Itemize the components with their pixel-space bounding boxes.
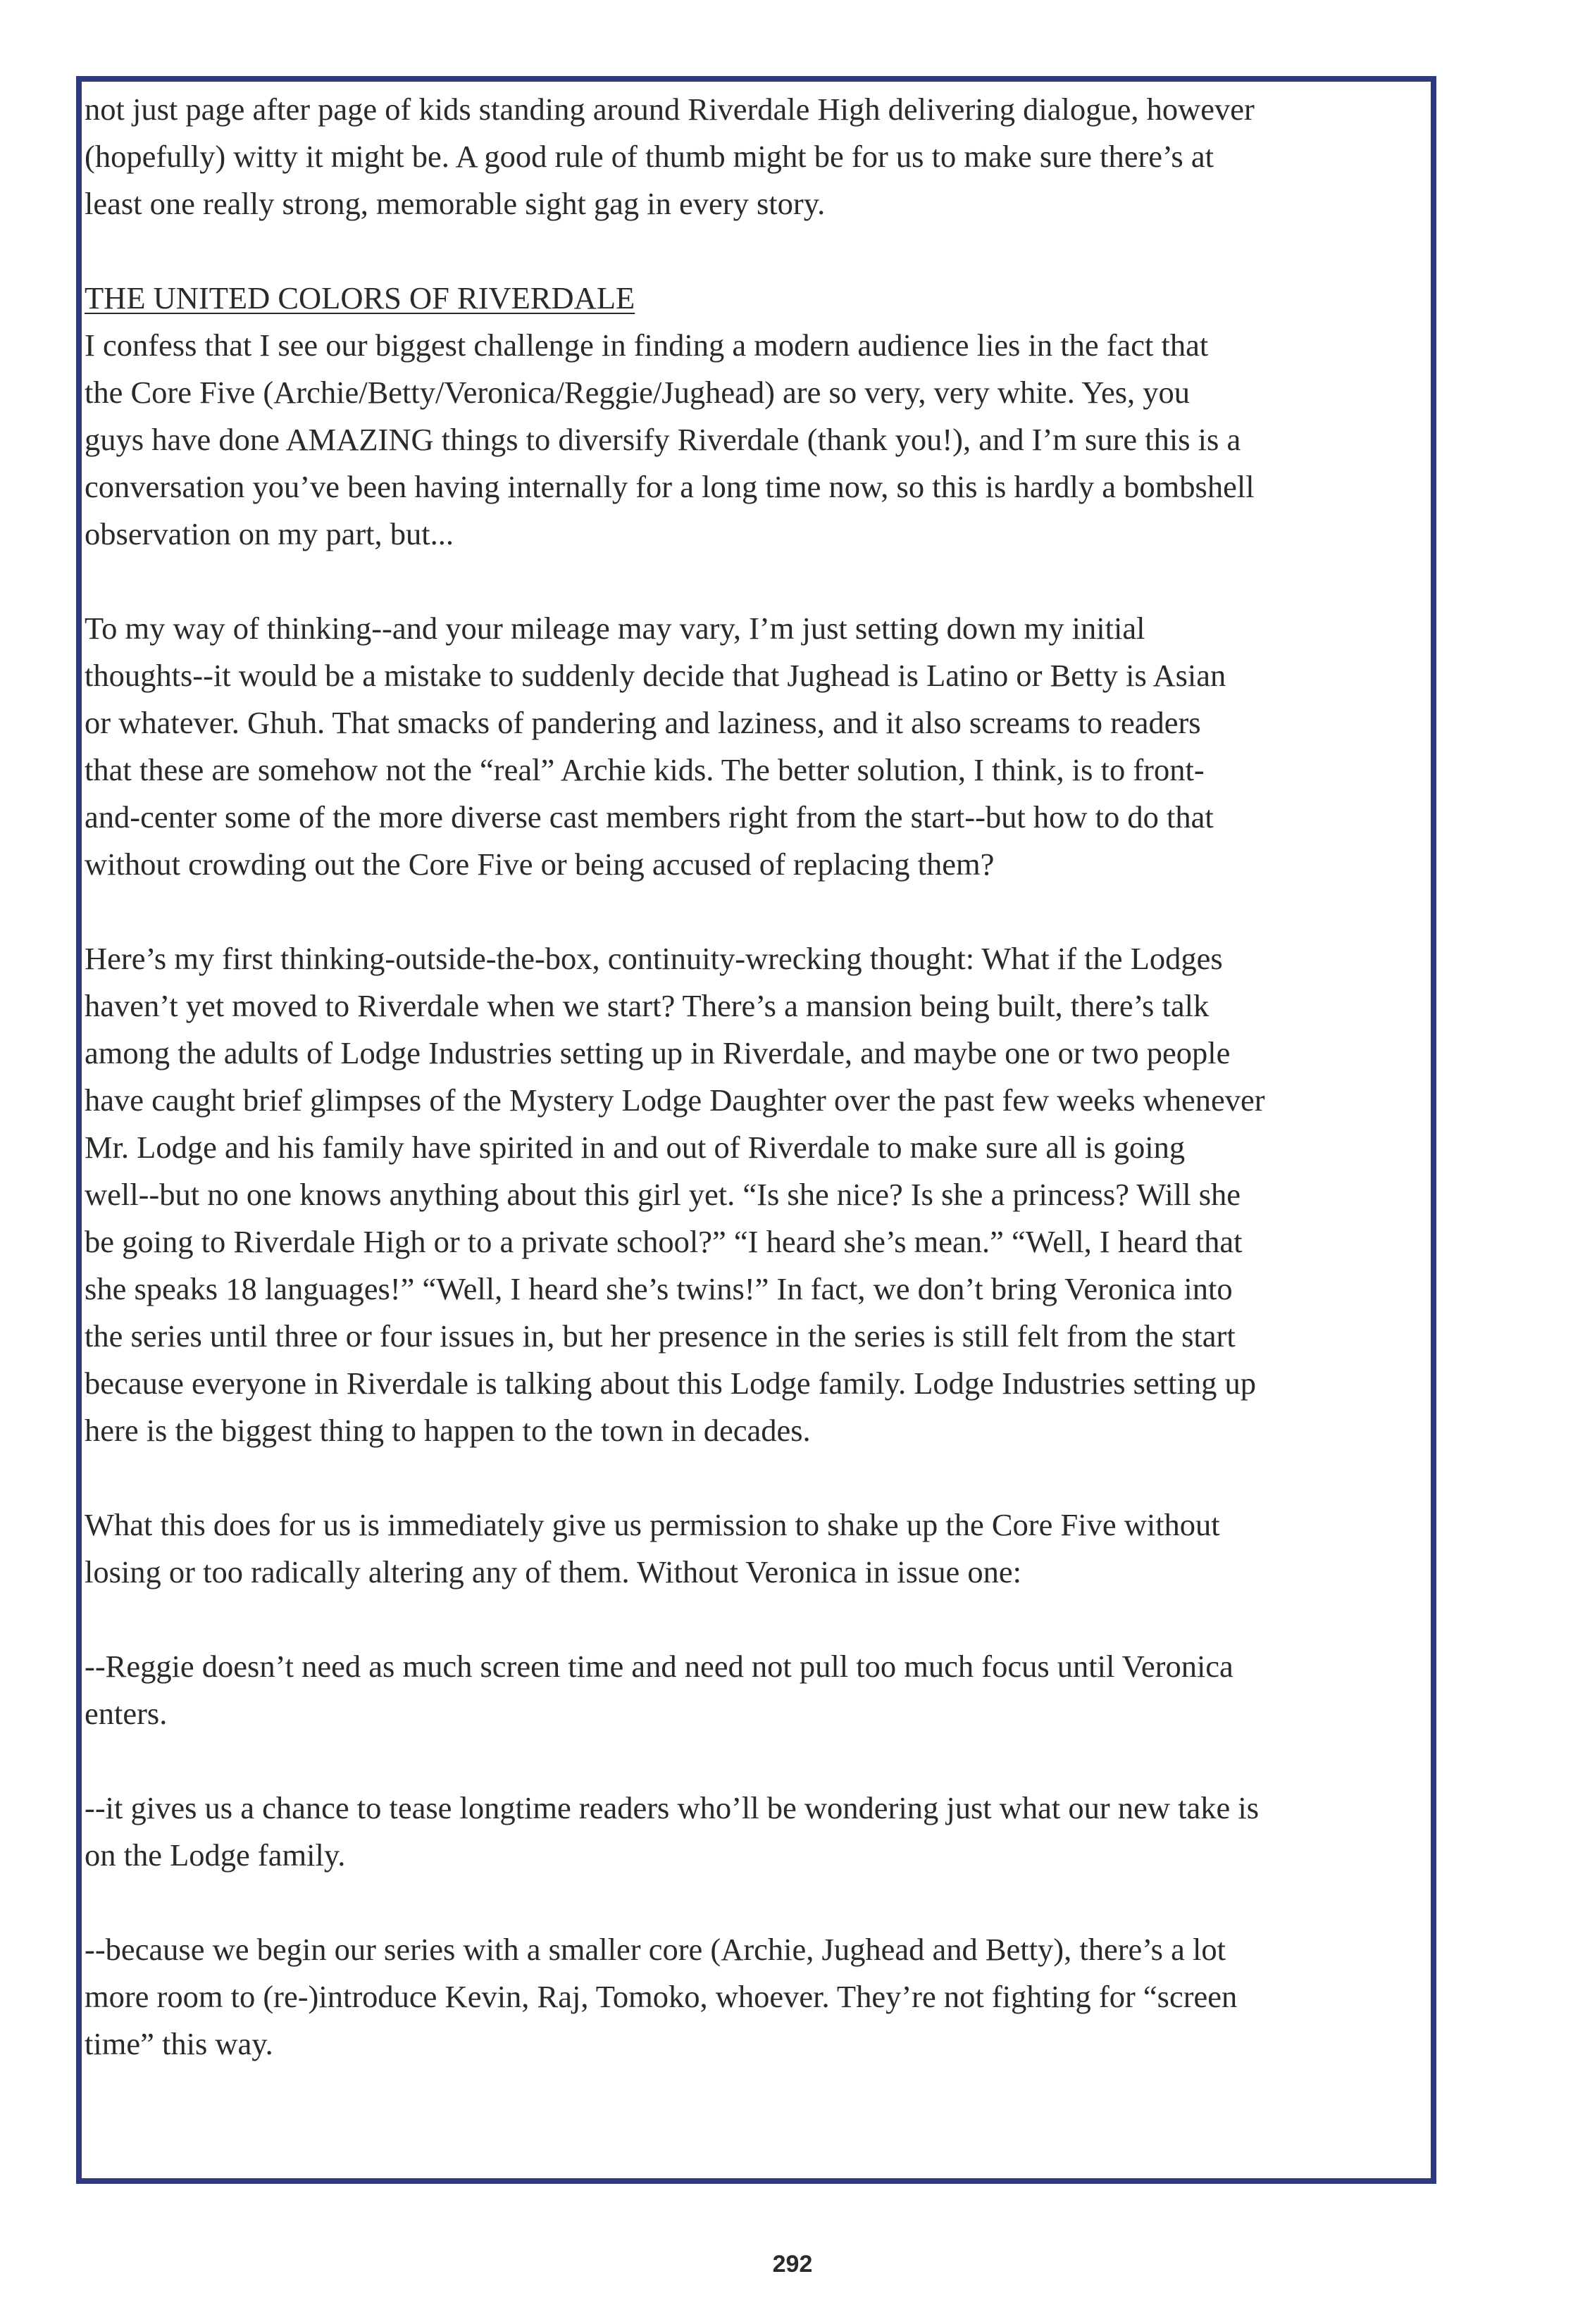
document-body	[85, 86, 1317, 2068]
section-block	[85, 275, 1317, 558]
section-paragraph-1: I confess that I see our biggest challenge in finding a modern audience lies in the fact that the Core Five (Archie/Betty/Veronica/Reggie/Jughead) are so very, very white. Yes, you guys have done AMAZING things to diversify Riverdale (thank you!), and I’m sure this is a conversation you’ve been having internally for a long time now, so this is hardly a bombshell observation on my part, but...	[85, 327, 1255, 551]
section-paragraph-3: Here’s my first thinking-outside-the-box, continuity-wrecking thought: What if the Lodges haven’t yet moved to Riverdale when we start? There’s a mansion being built, there’s talk among the adults of Lodge Industries setting up in Riverdale, and maybe one or two people have caught brief glimpses of the Mystery Lodge Daughter over the past few weeks whenever Mr. Lodge and his family have spirited in and out of Riverdale to make sure all is going well--but no one knows anything about this girl yet. “Is she nice? Is she a princess? Will she be going to Riverdale High or to a private school?” “I heard she’s mean.” “Well, I heard that she speaks 18 languages!” “Well, I heard she’s twins!” In fact, we don’t bring Veronica into the series until three or four issues in, but her presence in the series is still felt from the start because everyone in Riverdale is talking about this Lodge family. Lodge Industries setting up here is the biggest thing to happen to the town in decades.	[85, 941, 1265, 1448]
section-paragraph-2: To my way of thinking--and your mileage may vary, I’m just setting down my initial thoughts--it would be a mistake to suddenly decide that Jughead is Latino or Betty is Asian or whatever. Ghuh. That smacks of pandering and laziness, and it also screams to readers that these are somehow not the “real” Archie kids. The better solution, I think, is to front- and-center some of the more diverse cast members right from the start--but how to do that without crowding out the Core Five or being accused of replacing them?	[85, 611, 1226, 882]
section-heading: THE UNITED COLORS OF RIVERDALE	[85, 280, 635, 316]
bullet-item-1: --Reggie doesn’t need as much screen time and need not pull too much focus until Veronica enters.	[85, 1649, 1233, 1731]
section-paragraph-4: What this does for us is immediately give us permission to shake up the Core Five without losing or too radically altering any of them. Without Veronica in issue one:	[85, 1507, 1220, 1589]
intro-paragraph: not just page after page of kids standing around Riverdale High delivering dialogue, however (hopefully) witty it might be. A good rule of thumb might be for us to make sure there’s at least one really strong, memorable sight gag in every story.	[85, 92, 1255, 221]
page-number: 292	[772, 2251, 813, 2278]
bullet-item-2: --it gives us a chance to tease longtime readers who’ll be wondering just what our new take is on the Lodge family.	[85, 1790, 1260, 1873]
bullet-item-3: --because we begin our series with a smaller core (Archie, Jughead and Betty), there’s a lot more room to (re-)introduce Kevin, Raj, Tomoko, whoever. They’re not fighting for “screen time” this way.	[85, 1932, 1238, 2061]
